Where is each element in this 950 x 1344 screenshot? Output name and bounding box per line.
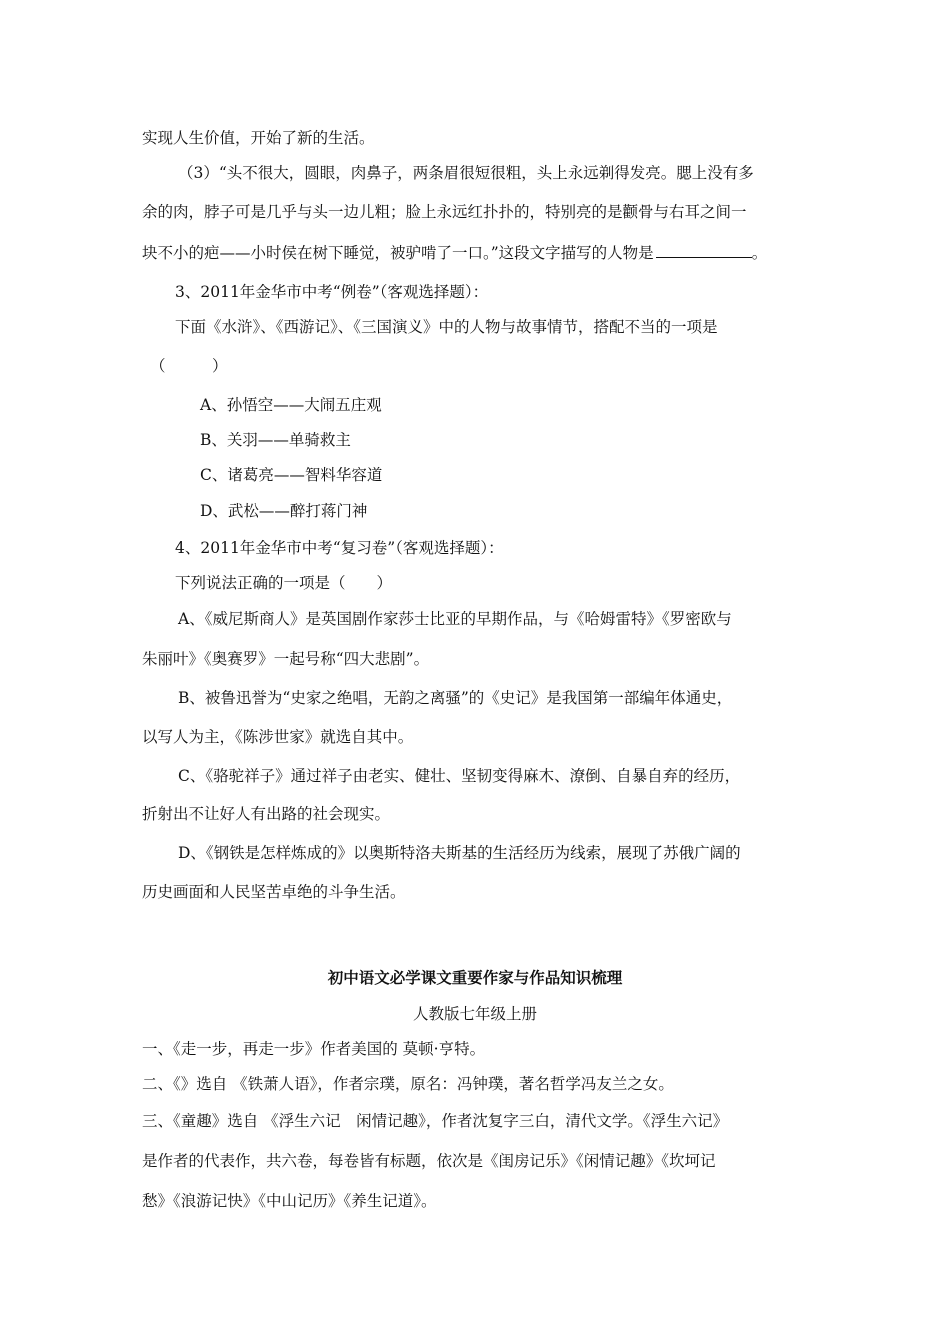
question-text: 块不小的疤——小时侯在树下睡觉，被驴啃了一口。”这段文字描写的人物是 [142,244,654,262]
text-line: 以写人为主，《陈涉世家》就选自其中。 [142,728,414,746]
text-line: 实现人生价值，开始了新的生活。 [142,129,375,147]
list-item: 一、《走一步，再走一步》作者美国的 莫顿·亨特。 [142,1040,486,1058]
option-b: B、被鲁迅誉为“史家之绝唱，无韵之离骚”的《史记》是我国第一部编年体通史， [178,689,733,707]
text-line: 下面《水浒》、《西游记》、《三国演义》中的人物与故事情节，搭配不当的一项是 [175,318,718,336]
option-d: D、《钢铁是怎样炼成的》以奥斯特洛夫斯基的生活经历为线索，展现了苏俄广阔的 [178,844,741,862]
answer-parentheses: （ ） [150,357,228,375]
list-item: 三、《童趣》选自 《浮生六记 闲情记趣》，作者沈复字三白，清代文学。《浮生六记》 [142,1112,729,1130]
text-line: 是作者的代表作，共六卷，每卷皆有标题，依次是《闺房记乐》《闲情记趣》《坎坷记 [142,1152,716,1170]
option-a: A、孙悟空——大闹五庄观 [200,396,382,414]
text-line: 愁》《浪游记快》《中山记历》《养生记道》。 [142,1192,437,1210]
text-line: 折射出不让好人有出路的社会现实。 [142,805,391,823]
text-line: （3）“头不很大，圆眼，肉鼻子，两条眉很短很粗，头上永远剃得发亮。腮上没有多 [178,164,754,182]
text-line: 历史画面和人民坚苦卓绝的斗争生活。 [142,883,406,901]
question-end: 。 [751,244,768,262]
list-item: 二、《》选自 《铁萧人语》，作者宗璞，原名：冯钟璞，著名哲学冯友兰之女。 [142,1075,674,1093]
question-heading: 3、2011年金华市中考“例卷”（客观选择题）： [175,283,489,301]
option-c: C、《骆驼祥子》通过祥子由老实、健壮、坚韧变得麻木、潦倒、自暴自弃的经历， [178,767,741,785]
text-line: 下列说法正确的一项是（ ） [175,574,393,592]
option-c: C、诸葛亮——智料华容道 [200,466,383,484]
question-heading: 4、2011年金华市中考“复习卷”（客观选择题）： [175,539,504,557]
section-subtitle: 人教版七年级上册 [412,1005,537,1023]
option-b: B、关羽——单骑救主 [200,431,351,449]
option-d: D、武松——醉打蒋门神 [200,502,368,520]
text-line: 朱丽叶》《奥赛罗》一起号称“四大悲剧”。 [142,650,430,668]
text-line [142,241,950,264]
answer-blank [656,241,752,258]
text-line: 余的肉，脖子可是几乎与头一边儿粗；脸上永远红扑扑的，特别亮的是颧骨与右耳之间一 [142,203,747,221]
section-title: 初中语文必学课文重要作家与作品知识梳理 [327,968,623,987]
option-a: A、《威尼斯商人》是英国剧作家莎士比亚的早期作品，与《哈姆雷特》《罗密欧与 [178,610,732,628]
